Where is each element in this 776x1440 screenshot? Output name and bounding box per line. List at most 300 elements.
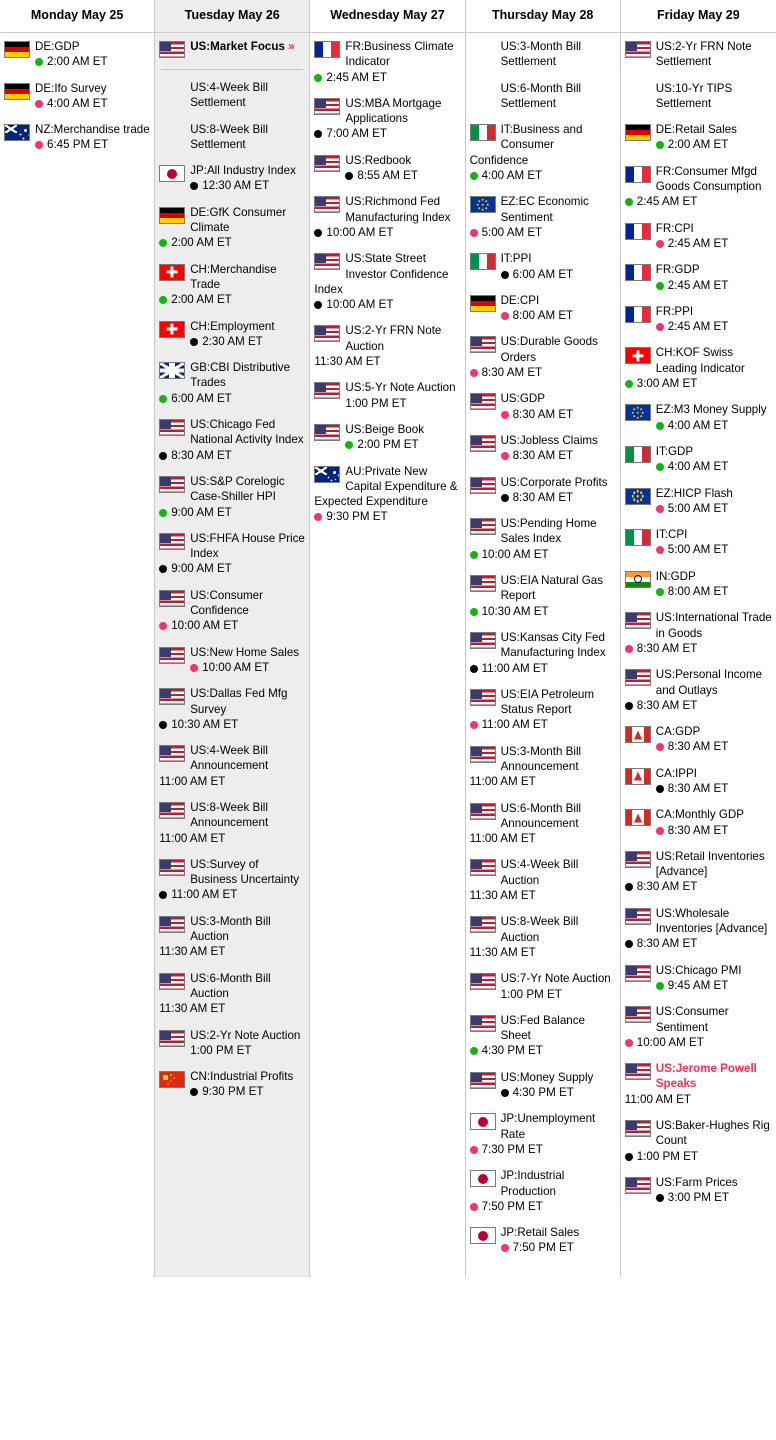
event-time bbox=[625, 1092, 772, 1107]
flag-us-icon bbox=[625, 1120, 651, 1137]
calendar-event[interactable] bbox=[625, 569, 772, 600]
calendar-event[interactable] bbox=[159, 39, 305, 58]
flag-us-icon bbox=[625, 612, 651, 629]
calendar-event[interactable] bbox=[470, 334, 616, 380]
calendar-event[interactable] bbox=[159, 645, 305, 676]
event-time bbox=[159, 292, 305, 307]
importance-red-dot-icon bbox=[501, 411, 509, 419]
event-time-text: 10:00 AM ET bbox=[636, 1035, 704, 1049]
day-header: Thursday May 28 bbox=[466, 0, 620, 33]
flag-us-icon bbox=[625, 1063, 651, 1080]
event-name: DE:GDP bbox=[35, 40, 80, 53]
flag-us-icon bbox=[625, 41, 651, 58]
event-name: US:Dallas Fed Mfg Survey bbox=[190, 687, 288, 716]
event-time bbox=[159, 717, 305, 732]
importance-green-dot-icon bbox=[656, 463, 664, 471]
event-time-text: 1:00 PM ET bbox=[190, 1043, 252, 1057]
importance-black-dot-icon bbox=[190, 338, 198, 346]
flag-us-icon bbox=[470, 859, 496, 876]
event-time-text: 2:45 AM ET bbox=[667, 236, 729, 250]
calendar-event[interactable] bbox=[470, 573, 616, 619]
event-time-text: 9:30 PM ET bbox=[202, 1085, 264, 1099]
importance-red-dot-icon bbox=[470, 229, 478, 237]
calendar-event[interactable] bbox=[470, 433, 616, 464]
event-time-text: 10:00 AM ET bbox=[326, 225, 394, 239]
importance-green-dot-icon bbox=[159, 296, 167, 304]
calendar-event[interactable] bbox=[159, 588, 305, 634]
section-divider bbox=[161, 69, 303, 70]
flag-fr-icon bbox=[625, 264, 651, 281]
event-time bbox=[314, 297, 460, 312]
calendar-event[interactable] bbox=[159, 800, 305, 846]
calendar-event[interactable] bbox=[470, 293, 616, 324]
event-time bbox=[314, 225, 460, 240]
event-time-text: 12:30 AM ET bbox=[202, 179, 270, 193]
calendar-event[interactable] bbox=[625, 345, 772, 391]
event-name: US:Corporate Profits bbox=[500, 475, 608, 489]
calendar-event[interactable] bbox=[470, 251, 616, 282]
event-time-text: 11:30 AM ET bbox=[159, 1002, 226, 1016]
calendar-event[interactable] bbox=[625, 304, 772, 335]
event-time-text: 4:30 PM ET bbox=[481, 1044, 543, 1058]
event-name: US:Redbook bbox=[345, 153, 412, 167]
flag-fr-icon bbox=[625, 223, 651, 240]
event-name: IN:GDP bbox=[655, 569, 696, 583]
event-list bbox=[0, 33, 154, 174]
day-header: Monday May 25 bbox=[0, 0, 154, 33]
importance-red-dot-icon bbox=[656, 546, 664, 554]
importance-black-dot-icon bbox=[501, 494, 509, 502]
flag-gb-icon bbox=[159, 362, 185, 379]
calendar-event[interactable] bbox=[314, 39, 460, 85]
event-time-text: 10:00 AM ET bbox=[202, 660, 270, 674]
market-focus-arrow-icon: » bbox=[288, 40, 295, 53]
event-name: CH:Merchandise Trade bbox=[190, 262, 277, 291]
event-name: US:Personal Income and Outlays bbox=[655, 668, 763, 697]
importance-black-dot-icon bbox=[314, 301, 322, 309]
calendar-event[interactable] bbox=[314, 251, 460, 312]
importance-green-dot-icon bbox=[470, 1047, 478, 1055]
event-time-text: 6:00 AM ET bbox=[171, 391, 232, 405]
calendar-event[interactable] bbox=[625, 963, 772, 994]
calendar-event[interactable] bbox=[470, 801, 616, 847]
flag-us-icon bbox=[470, 916, 496, 933]
calendar-event[interactable] bbox=[159, 262, 305, 308]
event-time bbox=[470, 604, 616, 619]
event-time-text: 9:45 AM ET bbox=[667, 978, 729, 992]
event-name: DE:CPI bbox=[500, 293, 540, 307]
importance-black-dot-icon bbox=[314, 130, 322, 138]
event-time bbox=[470, 168, 616, 183]
event-name: US:Retail Inventories [Advance] bbox=[655, 849, 765, 879]
day-header: Tuesday May 26 bbox=[155, 0, 309, 33]
importance-black-dot-icon bbox=[501, 271, 509, 279]
event-time bbox=[625, 194, 772, 209]
event-time-text: 8:55 AM ET bbox=[357, 169, 418, 183]
flag-ch-icon bbox=[625, 347, 651, 364]
calendar-event[interactable] bbox=[470, 122, 616, 183]
flag-eu-icon bbox=[470, 196, 496, 213]
calendar-event[interactable] bbox=[625, 724, 772, 755]
event-name: DE:Retail Sales bbox=[655, 123, 737, 137]
event-name: JP:All Industry Index bbox=[190, 164, 296, 178]
calendar-event[interactable] bbox=[159, 531, 305, 577]
calendar-event[interactable] bbox=[159, 686, 305, 732]
event-time bbox=[470, 1199, 616, 1214]
event-time-text: 8:30 AM ET bbox=[667, 740, 729, 754]
calendar-event[interactable] bbox=[625, 122, 772, 153]
event-time-text: 10:30 AM ET bbox=[481, 604, 549, 618]
event-name: IT:PPI bbox=[500, 252, 532, 266]
event-name: IT:Business and Consumer Confidence bbox=[469, 123, 583, 167]
event-name: US:Consumer Confidence bbox=[190, 588, 263, 618]
event-name: US:Money Supply bbox=[500, 1070, 594, 1084]
calendar-event[interactable] bbox=[625, 1004, 772, 1050]
event-name: EZ:HICP Flash bbox=[655, 486, 733, 500]
calendar-event[interactable] bbox=[314, 422, 460, 453]
calendar-event[interactable] bbox=[625, 39, 772, 70]
importance-black-dot-icon bbox=[625, 940, 633, 948]
calendar-event[interactable] bbox=[159, 319, 305, 350]
event-time-text: 4:00 AM ET bbox=[481, 169, 543, 183]
importance-black-dot-icon bbox=[159, 565, 167, 573]
event-time-text: 8:00 AM ET bbox=[512, 309, 574, 323]
calendar-event[interactable] bbox=[625, 667, 772, 713]
flag-nz-icon bbox=[4, 124, 30, 141]
event-time-text: 8:30 AM ET bbox=[636, 641, 698, 655]
flag-jp-icon bbox=[159, 165, 185, 182]
calendar-event[interactable] bbox=[159, 163, 305, 194]
event-name: US:Durable Goods Orders bbox=[500, 335, 598, 364]
event-time-text: 11:00 AM ET bbox=[171, 888, 238, 902]
event-name: CN:Industrial Profits bbox=[190, 1070, 294, 1084]
event-name: US:State Street Investor Confidence Index bbox=[314, 252, 449, 296]
calendar-event[interactable] bbox=[314, 464, 460, 525]
importance-green-dot-icon bbox=[625, 198, 633, 206]
event-time-text: 1:00 PM ET bbox=[345, 396, 407, 410]
importance-green-dot-icon bbox=[656, 141, 664, 149]
event-list bbox=[155, 33, 309, 1121]
no-flag-icon bbox=[625, 83, 651, 100]
importance-red-dot-icon bbox=[35, 141, 43, 149]
calendar-event[interactable] bbox=[625, 221, 772, 252]
event-time-text: 3:00 AM ET bbox=[636, 377, 698, 391]
importance-red-dot-icon bbox=[190, 664, 198, 672]
event-time-text: 8:30 AM ET bbox=[512, 449, 574, 463]
importance-red-dot-icon bbox=[501, 1244, 509, 1252]
flag-us-icon bbox=[159, 647, 185, 664]
importance-red-dot-icon bbox=[501, 452, 509, 460]
event-name: US:S&P Corelogic Case-Shiller HPI bbox=[190, 474, 285, 504]
event-name: US:4-Week Bill Settlement bbox=[190, 81, 268, 110]
flag-ch-icon bbox=[159, 264, 185, 281]
event-name: US:2-Yr Note Auction bbox=[190, 1028, 301, 1042]
calendar-event[interactable] bbox=[470, 1070, 616, 1101]
importance-black-dot-icon bbox=[159, 721, 167, 729]
event-name: CH:Employment bbox=[190, 319, 275, 333]
event-name: US:FHFA House Price Index bbox=[190, 531, 305, 561]
event-name: FR:Business Climate Indicator bbox=[345, 40, 454, 69]
calendar-event[interactable] bbox=[470, 630, 616, 676]
event-time bbox=[159, 1001, 305, 1016]
event-name: CA:GDP bbox=[655, 725, 701, 739]
calendar-event[interactable] bbox=[159, 474, 305, 520]
calendar-event[interactable] bbox=[470, 744, 616, 790]
event-time bbox=[470, 1043, 616, 1058]
event-time-text: 3:00 PM ET bbox=[667, 1191, 729, 1205]
flag-us-icon bbox=[159, 745, 185, 762]
event-time-text: 9:30 PM ET bbox=[326, 510, 388, 524]
event-name: US:Chicago PMI bbox=[655, 963, 742, 977]
flag-us-icon bbox=[159, 419, 185, 436]
event-name: NZ:Merchandise trade bbox=[35, 123, 150, 137]
importance-green-dot-icon bbox=[159, 509, 167, 517]
calendar-event[interactable] bbox=[625, 849, 772, 895]
event-time-text: 11:00 AM ET bbox=[469, 832, 536, 846]
flag-us-icon bbox=[159, 916, 185, 933]
event-time-text: 8:30 AM ET bbox=[171, 448, 232, 462]
event-time-text: 2:00 AM ET bbox=[171, 236, 232, 250]
calendar-event[interactable] bbox=[470, 1111, 616, 1157]
calendar-event[interactable] bbox=[159, 1028, 305, 1059]
flag-jp-icon bbox=[470, 1170, 496, 1187]
importance-red-dot-icon bbox=[35, 100, 43, 108]
calendar-event[interactable] bbox=[314, 194, 460, 240]
event-time-text: 11:00 AM ET bbox=[469, 775, 536, 789]
calendar-event[interactable] bbox=[625, 906, 772, 952]
calendar-event[interactable] bbox=[4, 39, 150, 70]
importance-black-dot-icon bbox=[159, 452, 167, 460]
event-name: US:Kansas City Fed Manufacturing Index bbox=[500, 630, 606, 660]
calendar-event[interactable] bbox=[470, 1013, 616, 1059]
flag-us-icon bbox=[159, 590, 185, 607]
importance-green-dot-icon bbox=[159, 239, 167, 247]
day-header: Wednesday May 27 bbox=[310, 0, 464, 33]
event-name: US:4-Week Bill Auction bbox=[500, 858, 579, 887]
event-time-text: 8:30 AM ET bbox=[512, 407, 574, 421]
flag-us-icon bbox=[314, 98, 340, 115]
flag-eu-icon bbox=[625, 404, 651, 421]
event-name: US:GDP bbox=[500, 392, 546, 406]
calendar-event[interactable] bbox=[470, 857, 616, 903]
flag-us-icon bbox=[314, 325, 340, 342]
event-time-text: 2:00 AM ET bbox=[667, 138, 729, 152]
event-time bbox=[625, 879, 772, 894]
event-time-text: 2:45 AM ET bbox=[326, 70, 387, 84]
flag-us-icon bbox=[159, 859, 185, 876]
calendar-event[interactable] bbox=[470, 194, 616, 240]
importance-red-dot-icon bbox=[470, 721, 478, 729]
calendar-event[interactable] bbox=[470, 1225, 616, 1256]
flag-us-icon bbox=[470, 632, 496, 649]
event-time-text: 2:45 AM ET bbox=[636, 195, 698, 209]
calendar-event[interactable] bbox=[625, 81, 772, 112]
calendar-event[interactable] bbox=[470, 391, 616, 422]
importance-red-dot-icon bbox=[159, 622, 167, 630]
importance-green-dot-icon bbox=[656, 422, 664, 430]
importance-green-dot-icon bbox=[656, 982, 664, 990]
day-header: Friday May 29 bbox=[621, 0, 776, 33]
calendar-event[interactable] bbox=[625, 610, 772, 656]
day-column bbox=[155, 0, 310, 1277]
flag-fr-icon bbox=[314, 41, 340, 58]
event-time bbox=[314, 509, 460, 524]
calendar-event[interactable] bbox=[625, 1061, 772, 1107]
calendar-event[interactable] bbox=[625, 164, 772, 210]
event-time-text: 11:00 AM ET bbox=[481, 718, 548, 732]
event-name: DE:GfK Consumer Climate bbox=[190, 205, 287, 235]
calendar-event[interactable] bbox=[159, 360, 305, 406]
calendar-event[interactable] bbox=[159, 914, 305, 960]
event-name: US:6-Month Bill Auction bbox=[190, 971, 271, 1000]
event-name: JP:Retail Sales bbox=[500, 1226, 580, 1240]
no-flag-icon bbox=[159, 82, 185, 99]
flag-jp-icon bbox=[470, 1113, 496, 1130]
event-time-text: 8:30 AM ET bbox=[512, 490, 574, 504]
calendar-event[interactable] bbox=[314, 153, 460, 184]
event-name: US:4-Week Bill Announcement bbox=[190, 744, 269, 773]
event-time bbox=[159, 505, 305, 520]
calendar-event[interactable] bbox=[314, 380, 460, 411]
event-time-text: 8:30 AM ET bbox=[667, 823, 729, 837]
calendar-event[interactable] bbox=[625, 402, 772, 433]
event-time bbox=[625, 376, 772, 391]
event-time-text: 8:00 AM ET bbox=[667, 585, 729, 599]
event-name: US:Beige Book bbox=[345, 422, 425, 436]
flag-ch-icon bbox=[159, 321, 185, 338]
event-time-text: 10:00 AM ET bbox=[481, 547, 549, 561]
calendar-event[interactable] bbox=[470, 475, 616, 506]
flag-it-icon bbox=[625, 446, 651, 463]
calendar-event[interactable] bbox=[470, 1168, 616, 1214]
flag-ca-icon bbox=[625, 809, 651, 826]
flag-us-icon bbox=[470, 1015, 496, 1032]
calendar-event[interactable] bbox=[4, 81, 150, 112]
event-time-text: 8:30 AM ET bbox=[667, 781, 729, 795]
calendar-event[interactable] bbox=[159, 971, 305, 1017]
calendar-event[interactable] bbox=[625, 807, 772, 838]
event-name: US:Farm Prices bbox=[655, 1175, 738, 1189]
flag-us-icon bbox=[470, 973, 496, 990]
importance-red-dot-icon bbox=[625, 645, 633, 653]
event-time-text: 11:00 AM ET bbox=[159, 831, 226, 845]
event-time-text: 4:00 AM ET bbox=[47, 96, 108, 110]
event-time bbox=[625, 1149, 772, 1164]
flag-ca-icon bbox=[625, 726, 651, 743]
flag-au-icon bbox=[314, 466, 340, 483]
event-time bbox=[470, 945, 616, 960]
event-name: US:Baker-Hughes Rig Count bbox=[655, 1119, 770, 1148]
event-time-text: 11:30 AM ET bbox=[314, 355, 381, 369]
event-name: US:8-Week Bill Auction bbox=[500, 915, 579, 944]
calendar-event[interactable] bbox=[625, 766, 772, 797]
event-time-text: 5:00 AM ET bbox=[667, 543, 729, 557]
event-name: US:Jerome Powell Speaks bbox=[655, 1062, 757, 1091]
event-time-text: 4:30 PM ET bbox=[512, 1086, 574, 1100]
flag-us-icon bbox=[159, 476, 185, 493]
event-time-text: 2:45 AM ET bbox=[667, 278, 729, 292]
calendar-event[interactable] bbox=[470, 516, 616, 562]
flag-us-icon bbox=[159, 802, 185, 819]
flag-de-icon bbox=[470, 295, 496, 312]
calendar-event[interactable] bbox=[159, 743, 305, 789]
event-name: IT:GDP bbox=[655, 444, 694, 458]
flag-us-icon bbox=[470, 575, 496, 592]
calendar-event[interactable] bbox=[4, 122, 150, 153]
calendar-event[interactable] bbox=[314, 96, 460, 142]
event-time bbox=[159, 618, 305, 633]
calendar-event[interactable] bbox=[470, 971, 616, 1002]
calendar-event[interactable] bbox=[470, 81, 616, 112]
importance-red-dot-icon bbox=[656, 505, 664, 513]
event-name: US:Survey of Business Uncertainty bbox=[190, 857, 300, 887]
importance-red-dot-icon bbox=[470, 1146, 478, 1154]
event-list bbox=[466, 33, 620, 1277]
calendar-event[interactable] bbox=[625, 444, 772, 475]
importance-green-dot-icon bbox=[35, 58, 43, 66]
flag-us-icon bbox=[159, 533, 185, 550]
importance-black-dot-icon bbox=[345, 172, 353, 180]
calendar-event[interactable] bbox=[314, 323, 460, 369]
event-time-text: 11:00 AM ET bbox=[159, 774, 226, 788]
calendar-event[interactable] bbox=[625, 1118, 772, 1164]
calendar-event[interactable] bbox=[159, 857, 305, 903]
flag-us-icon bbox=[159, 1030, 185, 1047]
calendar-event[interactable] bbox=[470, 914, 616, 960]
event-time-text: 2:00 AM ET bbox=[171, 293, 232, 307]
calendar-event[interactable] bbox=[159, 1069, 305, 1100]
event-name: CA:IPPI bbox=[655, 766, 697, 780]
calendar-event[interactable] bbox=[159, 122, 305, 153]
event-name: US:EIA Petroleum Status Report bbox=[500, 687, 594, 717]
calendar-event[interactable] bbox=[470, 39, 616, 70]
calendar-event[interactable] bbox=[159, 205, 305, 251]
event-time bbox=[159, 561, 305, 576]
event-name: US:Wholesale Inventories [Advance] bbox=[655, 906, 768, 936]
importance-green-dot-icon bbox=[656, 588, 664, 596]
flag-de-icon bbox=[625, 124, 651, 141]
flag-de-icon bbox=[159, 207, 185, 224]
importance-green-dot-icon bbox=[314, 74, 322, 82]
calendar-event[interactable] bbox=[159, 417, 305, 463]
event-time bbox=[470, 225, 616, 240]
importance-black-dot-icon bbox=[656, 785, 664, 793]
calendar-event[interactable] bbox=[159, 80, 305, 111]
flag-us-icon bbox=[314, 253, 340, 270]
flag-de-icon bbox=[4, 83, 30, 100]
event-time-text: 2:30 AM ET bbox=[202, 334, 263, 348]
event-time-text: 2:00 PM ET bbox=[357, 438, 419, 452]
calendar-event[interactable] bbox=[625, 262, 772, 293]
importance-red-dot-icon bbox=[625, 1039, 633, 1047]
event-time-text: 9:00 AM ET bbox=[171, 562, 232, 576]
calendar-event[interactable] bbox=[470, 687, 616, 733]
calendar-event[interactable] bbox=[625, 527, 772, 558]
event-name: US:10-Yr TIPS Settlement bbox=[655, 81, 733, 110]
flag-fr-icon bbox=[625, 166, 651, 183]
importance-green-dot-icon bbox=[470, 608, 478, 616]
event-time-text: 8:30 AM ET bbox=[636, 698, 698, 712]
event-list bbox=[621, 33, 776, 1227]
importance-red-dot-icon bbox=[656, 827, 664, 835]
importance-red-dot-icon bbox=[656, 240, 664, 248]
calendar-event[interactable] bbox=[625, 1175, 772, 1206]
event-time bbox=[159, 774, 305, 789]
calendar-event[interactable] bbox=[625, 486, 772, 517]
event-name: US:3-Month Bill Announcement bbox=[500, 744, 582, 773]
event-time-text: 4:00 AM ET bbox=[667, 418, 729, 432]
event-time bbox=[314, 354, 460, 369]
